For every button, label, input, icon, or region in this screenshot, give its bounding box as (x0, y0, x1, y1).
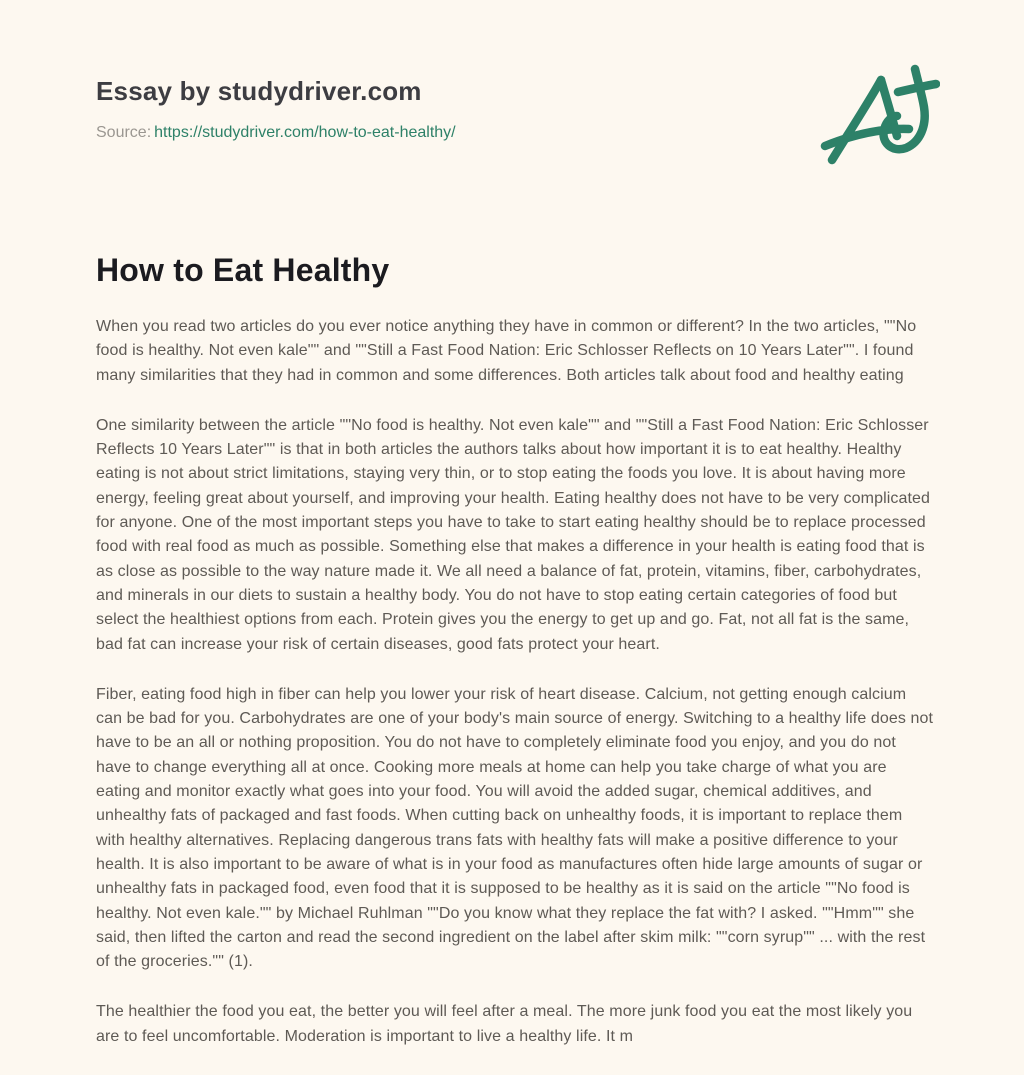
essay-paragraph-1: When you read two articles do you ever notice anything they have in common or different? In the two articles, ""No food is healthy. Not even kale"" and ""Still a Fast Food Nation: Eric Schlosser Reflects on 10 Years Later"". I found many similarities that they had in common and some differences. Both articles talk about food and healthy eating (96, 318, 917, 384)
essay-title: How to Eat Healthy (96, 252, 390, 288)
essay-paragraph-2: One similarity between the article ""No food is healthy. Not even kale"" and ""Still a Fast Food Nation: Eric Schlosser Reflects 10 Years Later"" is that in both articles the authors talks about how important it is to eat healthy. Healthy eating is not about strict limitations, staying very thin, or to stop eating the foods you love. It is about having more energy, feeling great about yourself, and improving your health. Eating healthy does not have to be very complicated for anyone. One of the most important steps you have to take to start eating healthy should be to replace processed food with real food as much as possible. Something else that makes a difference in your health is eating food that is as close as possible to the way nature made it. We all need a balance of fat, protein, vitamins, fiber, carbohydrates, and minerals in our diets to sustain a healthy body. You do not have to stop eating certain categories of food but select the healthiest options from each. Protein gives you the energy to get up and go. Fat, not all fat is the same, bad fat can increase your risk of certain diseases, good fats protect your heart. (96, 416, 931, 653)
source-url-link[interactable]: https://studydriver.com/how-to-eat-healthy/ (154, 124, 456, 141)
a-plus-logo (818, 62, 940, 170)
source-line (96, 124, 796, 142)
source-label: Source: (96, 124, 152, 141)
essay-byline: Essay by studydriver.com (96, 76, 422, 106)
essay-content (96, 250, 934, 1075)
essay-paragraph-3: Fiber, eating food high in fiber can help you lower your risk of heart disease. Calcium, not getting enough calcium can be bad for you. Carbohydrates are one of your body's main source of energy. Switching to a healthy life does not have to be an all or nothing proposition. You do not have to completely eliminate food you enjoy, and you do not have to change everything all at once. Cooking more meals at home can help you take charge of what you are eating and monitor exactly what goes into your food. You will avoid the added sugar, chemical additives, and unhealthy fats of packaged and fast foods. When cutting back on unhealthy foods, it is important to replace them with healthy alternatives. Replacing dangerous trans fats with healthy fats will make a positive difference to your health. It is also important to be aware of what is in your food as manufactures often hide large amounts of sugar or unhealthy fats in packaged food, even food that it is supposed to be healthy as it is said on the article ""No food is healthy. Not even kale."" by Michael Ruhlman ""Do you know what they replace the fat with? I asked. ""Hmm"" she said, then lifted the carton and read the second ingredient on the label after skim milk: ""corn syrup"" ... with the rest of the groceries."" (1). (96, 685, 934, 971)
essay-paragraph-4: The healthier the food you eat, the better you will feel after a meal. The more junk food you eat the most likely you are to feel uncomfortable. Moderation is important to live a healthy life. It m (96, 1003, 913, 1045)
page-header (96, 76, 796, 142)
logo-a-left-stroke (832, 80, 881, 160)
